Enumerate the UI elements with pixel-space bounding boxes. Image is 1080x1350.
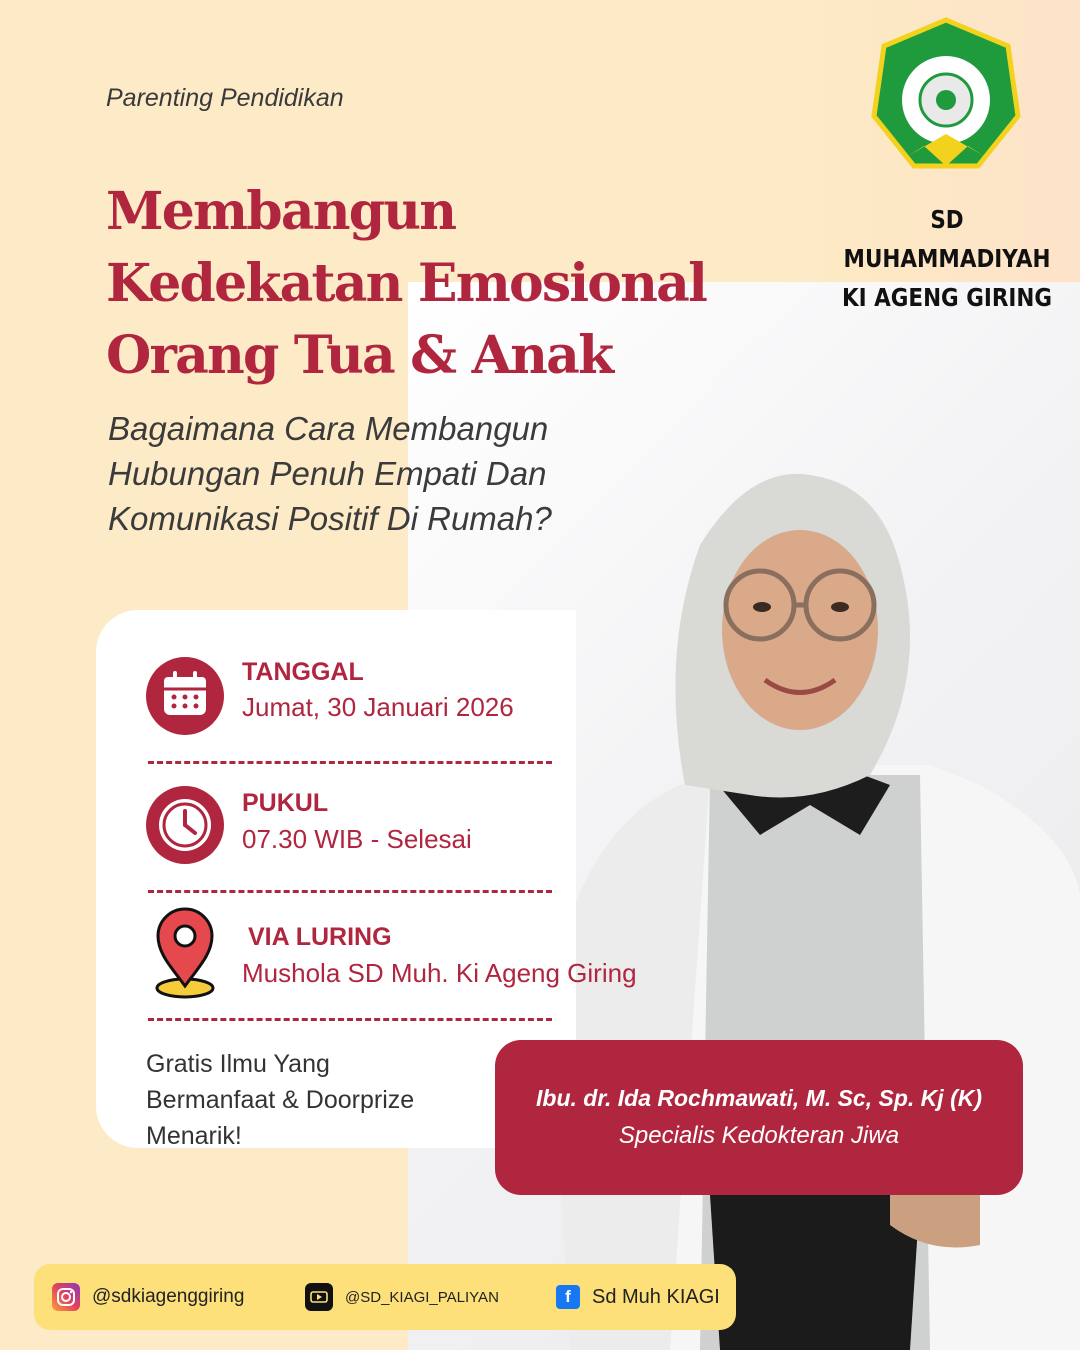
facebook-handle: Sd Muh KIAGI [592,1285,720,1308]
clock-icon [146,786,224,864]
divider [148,761,552,764]
time-label: PUKUL [242,789,329,817]
speaker-name: Ibu. dr. Ida Rochmawati, M. Sc, Sp. Kj (K) [536,1085,982,1111]
school-logo-icon [868,16,1024,180]
time-value: 07.30 WIB - Selesai [242,824,472,854]
youtube-handle: @SD_KIAGI_PALIYAN [345,1288,499,1306]
benefit-line1: Gratis Ilmu Yang [146,1050,330,1078]
benefit-text [146,1046,476,1154]
subtitle-line2: Hubungan Penuh Empati Dan [108,455,547,492]
youtube-link[interactable] [305,1264,499,1330]
benefit-line3: Menarik! [146,1122,242,1150]
benefit-line2: Bermanfaat & Doorprize [146,1086,415,1114]
speaker-card [495,1040,1023,1195]
instagram-icon [52,1283,80,1311]
youtube-icon [305,1283,333,1311]
facebook-link[interactable] [556,1264,720,1330]
school-name-line1: SD MUHAMMADIYAH [843,205,1051,273]
title-line1: Membangun [106,181,456,242]
speaker-photo [510,455,1080,1350]
instagram-handle: @sdkiagenggiring [92,1286,245,1307]
title-line2: Kedekatan Emosional [106,253,707,314]
subtitle-line1: Bagaimana Cara Membangun [108,410,549,447]
social-media-bar [34,1264,736,1330]
facebook-icon: f [556,1285,580,1309]
event-category: Parenting Pendidikan [106,84,344,112]
instagram-link[interactable] [52,1264,244,1330]
location-pin-icon [152,906,218,1000]
event-title [106,176,766,392]
school-name [840,200,1055,317]
divider [148,1018,552,1021]
school-name-line2: KI AGENG GIRING [841,283,1053,312]
date-value: Jumat, 30 Januari 2026 [242,692,514,722]
subtitle-line3: Komunikasi Positif Di Rumah? [108,500,552,537]
title-line3: Orang Tua & Anak [106,325,613,386]
place-label: VIA LURING [248,923,392,951]
speaker-title: Specialis Kedokteran Jiwa [618,1122,900,1149]
date-label: TANGGAL [242,658,364,686]
divider [148,890,552,893]
event-subtitle [108,406,668,541]
place-value: Mushola SD Muh. Ki Ageng Giring [242,958,637,988]
calendar-icon [146,657,224,735]
